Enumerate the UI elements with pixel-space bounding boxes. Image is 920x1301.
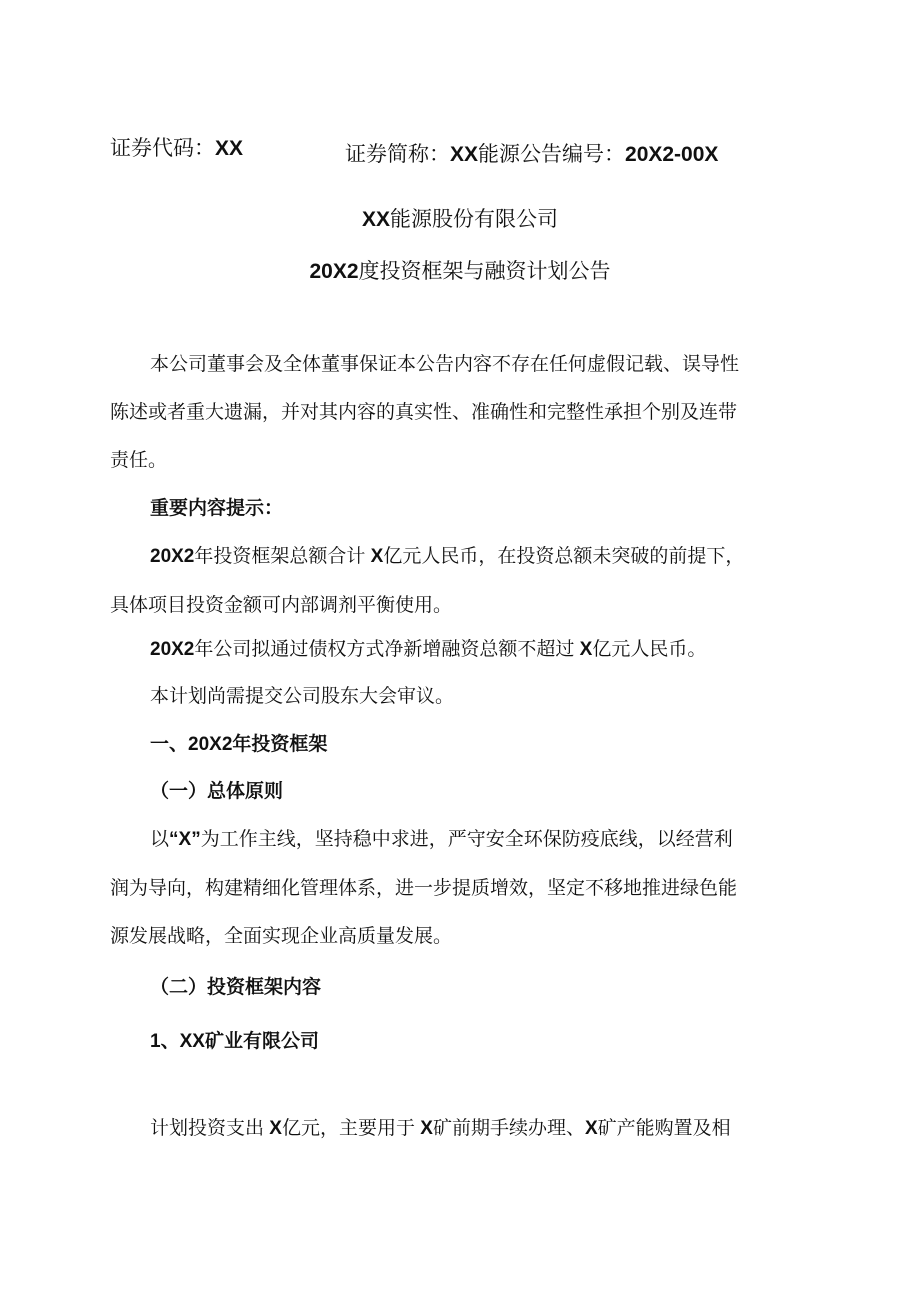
highlight-item-2: 20X2年公司拟通过债权方式净新增融资总额不超过 X亿元人民币。 — [150, 638, 707, 660]
plan-paragraph: 计划投资支出 X亿元，主要用于 X矿前期手续办理、X矿产能购置及相 — [150, 1117, 731, 1139]
company-title: XX能源股份有限公司 — [361, 207, 558, 231]
securities-code-label: 证券代码： — [110, 136, 215, 160]
securities-short-name — [345, 138, 718, 168]
securities-short-value: XX — [450, 143, 479, 166]
disclaimer-paragraph: 本公司董事会及全体董事保证本公告内容不存在任何虚假记载、误导性 陈述或者重大遗漏，并对其内容的真实性、准确性和完整性承担个别及连带 责任。 — [110, 353, 740, 471]
highlights-heading: 重要内容提示： — [150, 497, 284, 519]
highlight-item-1: 20X2年投资框架总额合计 X亿元人民币，在投资总额未突破的前提下， 具体项目投资金额可内部调剂平衡使用。 — [110, 545, 745, 616]
securities-code — [110, 132, 243, 162]
highlight-item-3: 本计划尚需提交公司股东大会审议。 — [150, 685, 455, 707]
subsection-1-heading: （一）总体原则 — [150, 780, 284, 802]
securities-code-value: XX — [215, 137, 244, 160]
principle-paragraph: 以“X”为工作主线，坚持稳中求进，严守安全环保防疫底线，以经营利 润为导向，构建精细化管理体系，进一步提质增效，坚定不移地推进绿色能 源发展战略，全面实现企业高质量发展。 — [110, 828, 738, 947]
securities-short-label: 证券简称： — [345, 142, 450, 166]
section-1-heading: 一、20X2年投资框架 — [150, 733, 328, 755]
announcement-title: 20X2度投资框架与融资计划公告 — [309, 259, 611, 283]
notice-number: 20X2-00X — [625, 143, 719, 166]
notice-number-label: 能源公告编号： — [478, 142, 626, 166]
subsection-2-heading: （二）投资框架内容 — [150, 976, 322, 998]
item-1-heading: 1、XX矿业有限公司 — [150, 1030, 319, 1052]
